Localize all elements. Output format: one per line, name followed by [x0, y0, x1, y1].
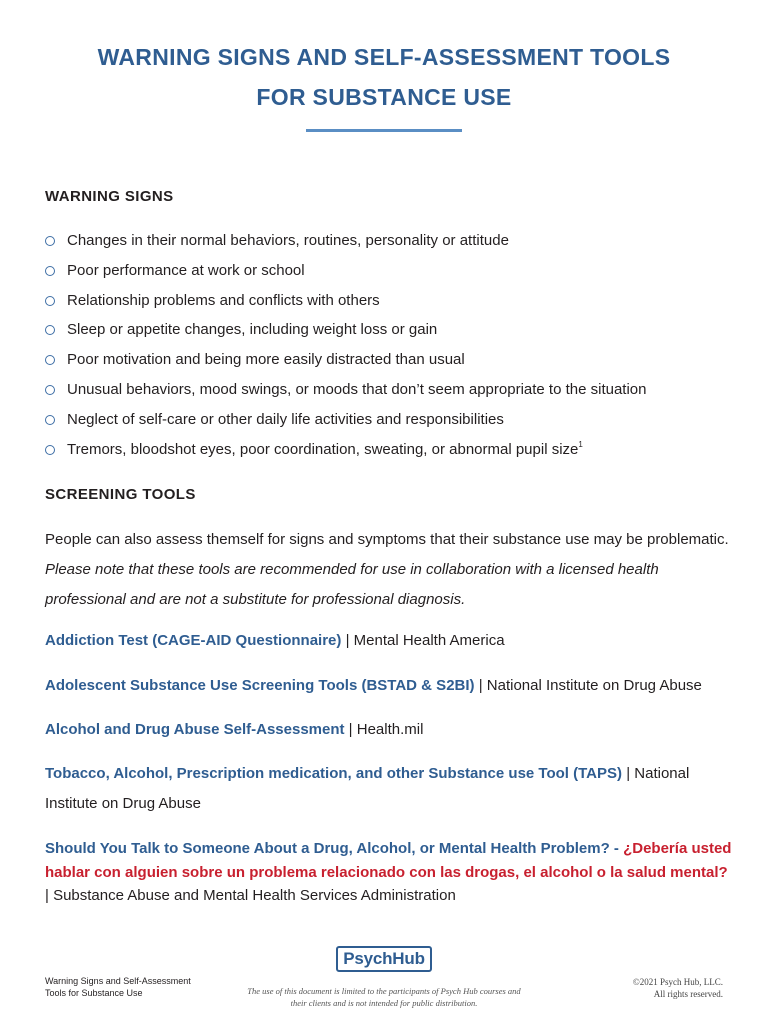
list-item — [45, 260, 745, 290]
footer-usage-notice — [224, 985, 544, 1009]
list-item — [45, 379, 745, 409]
footer-right-line: ©2021 Psych Hub, LLC. — [632, 977, 723, 987]
circle-bullet-icon — [45, 445, 55, 455]
footer-right-line: All rights reserved. — [653, 989, 723, 999]
tool-link-samhsa[interactable]: Should You Talk to Someone About a Drug, Alcohol, or Mental Health Problem? - — [45, 840, 624, 857]
footer-document-title — [45, 976, 225, 999]
list-item — [45, 290, 745, 320]
warning-signs-list — [45, 230, 745, 468]
list-item — [45, 439, 745, 469]
circle-bullet-icon — [45, 296, 55, 306]
tool-link-self-assessment[interactable]: Alcohol and Drug Abuse Self-Assessment — [45, 721, 345, 738]
tool-source: | National Institute on Drug Abuse — [45, 765, 690, 812]
list-item — [45, 319, 745, 349]
list-item-text: Sleep or appetite changes, including weight loss or gain — [67, 321, 438, 339]
tool-source: | Mental Health America — [341, 632, 505, 649]
tool-source: | Substance Abuse and Mental Health Services Administration — [45, 887, 456, 904]
intro-text: People can also assess themself for signs and symptoms that their substance use may be problematic. — [45, 531, 729, 548]
list-item-text: Poor motivation and being more easily distracted than usual — [67, 351, 465, 369]
list-item-text: Unusual behaviors, mood swings, or moods that don’t seem appropriate to the situation — [67, 380, 647, 398]
circle-bullet-icon — [45, 415, 55, 425]
circle-bullet-icon — [45, 355, 55, 365]
footer-left-line: Tools for Substance Use — [45, 987, 143, 998]
screening-tools-heading: SCREENING TOOLS — [45, 486, 196, 503]
tool-item-cage-aid — [45, 626, 735, 656]
intro-disclaimer: Please note that these tools are recommended for use in collaboration with a licensed health professional and are not a substitute for professional diagnosis. — [45, 561, 659, 608]
screening-intro-paragraph — [45, 525, 735, 615]
footer-center-line: their clients and is not intended for public distribution. — [290, 998, 478, 1008]
tool-item-self-assessment — [45, 715, 735, 745]
list-item-text: Changes in their normal behaviors, routines, personality or attitude — [67, 232, 509, 249]
footer-copyright — [633, 976, 723, 1000]
tool-link-taps[interactable]: Tobacco, Alcohol, Prescription medication, and other Substance use Tool (TAPS) — [45, 765, 623, 782]
list-item-text: Poor performance at work or school — [67, 261, 305, 279]
tool-link-bstad[interactable]: Adolescent Substance Use Screening Tools (BSTAD & S2BI) — [45, 677, 475, 694]
tool-source: | Health.mil — [344, 721, 424, 738]
footer-center-line: The use of this document is limited to the participants of Psych Hub courses and — [247, 986, 521, 996]
list-item — [45, 230, 745, 260]
list-item-text: Relationship problems and conflicts with others — [67, 291, 380, 309]
circle-bullet-icon — [45, 325, 55, 335]
footer-left-line: Warning Signs and Self-Assessment — [45, 976, 191, 986]
warning-signs-heading: WARNING SIGNS — [45, 188, 174, 205]
page-title-line-2: FOR SUBSTANCE USE — [256, 84, 512, 110]
circle-bullet-icon — [45, 266, 55, 276]
list-item-text: Neglect of self-care or other daily life activities and responsibilities — [67, 410, 504, 428]
list-item — [45, 349, 745, 379]
tool-source: | National Institute on Drug Abuse — [474, 677, 702, 694]
circle-bullet-icon — [45, 385, 55, 395]
tool-item-taps — [45, 759, 735, 819]
tool-item-bstad — [45, 671, 735, 701]
list-item-text: Tremors, bloodshot eyes, poor coordination, sweating, or abnormal pupil size — [67, 440, 579, 458]
list-item — [45, 409, 745, 439]
tool-link-cage-aid[interactable]: Addiction Test (CAGE-AID Questionnaire) — [45, 632, 342, 649]
circle-bullet-icon — [45, 236, 55, 246]
title-divider — [306, 129, 462, 132]
footnote-reference: 1 — [578, 439, 583, 449]
page-title-line-1: WARNING SIGNS AND SELF-ASSESSMENT TOOLS — [97, 44, 671, 70]
tool-item-samhsa — [45, 837, 735, 908]
tool-link-samhsa-spanish[interactable]: ¿Debería usted hablar con alguien sobre un problema relacionado con las drogas, el alcohol o la salud mental? — [45, 840, 732, 881]
psychhub-logo: PsychHub — [336, 946, 432, 972]
